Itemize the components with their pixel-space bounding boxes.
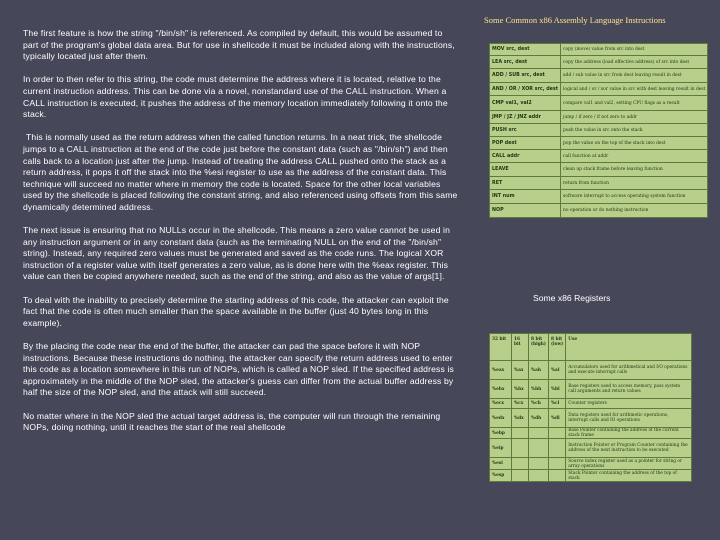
register-r16-cell: %ax [512, 361, 529, 380]
register-r8h-cell: %ah [529, 361, 549, 380]
register-r32-cell: %ebx [490, 380, 512, 399]
register-r8h-cell [529, 470, 549, 482]
register-r8l-cell [548, 470, 565, 482]
instruction-description: call function at addr [561, 150, 708, 163]
register-r32-cell: %esp [490, 470, 512, 482]
instruction-row [490, 163, 708, 177]
register-use-cell: Counter registers [566, 399, 692, 409]
header-cell: 8 bit (high) [529, 334, 549, 361]
register-row [490, 409, 692, 428]
register-row [490, 380, 692, 399]
instruction-opcode: CMP val1, val2 [490, 96, 561, 111]
instruction-description: clean up stack frame before leaving function [561, 163, 708, 177]
instruction-row [490, 83, 708, 96]
instruction-row [490, 190, 708, 204]
register-r32-cell: %ecx [490, 399, 512, 409]
instruction-opcode: ADD / SUB src, dest [490, 69, 561, 83]
instruction-description: pop the value on the top of the stack into dest [561, 137, 708, 150]
register-use-cell: Source index register used as a pointer for string or array operations [566, 458, 692, 470]
register-r32-cell: %ebp [490, 428, 512, 439]
register-use-cell: Base registers used to access memory, pass system call arguments and return values [566, 380, 692, 399]
instruction-description: jump / if zero / if not zero to addr [561, 111, 708, 124]
register-row [490, 439, 692, 458]
instruction-description: software interrupt to access operating system function [561, 190, 708, 204]
instruction-row [490, 69, 708, 83]
instruction-opcode: POP dest [490, 137, 561, 150]
instruction-description: compare val1 and val2, setting CPU flags as a result [561, 96, 708, 111]
register-row [490, 428, 692, 439]
instructions-table [489, 43, 708, 218]
paragraph: This is normally used as the return address when the called function returns. In a neat trick, the shellcode jumps to a CALL instruction at the end of the code just before the constant data (such as "/bin/sh") and then calls back to a location just after the jump. Instead of treating the address CALL pushed onto the stack as a return address, it pops it off the stack into the %esi register to use as the address of the constant data. This technique will succeed no matter where in memory the code is located. Space for the other local variables used by the shellcode is placed following the constant string, and also referenced using offsets from this same dynamically determined address. [23, 132, 458, 212]
registers-header-row [490, 334, 692, 361]
register-use-cell: Data registers used for arithmetic operations, interrupt calls and IO operations [566, 409, 692, 428]
register-r8l-cell: %al [548, 361, 565, 380]
register-r16-cell: %cx [512, 399, 529, 409]
register-row [490, 361, 692, 380]
instruction-row [490, 150, 708, 163]
registers-caption: Some x86 Registers [533, 293, 611, 303]
instruction-opcode: MOV src, dest [490, 44, 561, 56]
register-row [490, 458, 692, 470]
register-r8l-cell: %bl [548, 380, 565, 399]
register-r16-cell: %bx [512, 380, 529, 399]
instruction-opcode: PUSH src [490, 124, 561, 137]
register-r32-cell: %eip [490, 439, 512, 458]
register-use-cell: Accumulators used for arithmetical and I/O operations and execute interrupt calls [566, 361, 692, 380]
header-cell: 16 bit [512, 334, 529, 361]
register-r8l-cell [548, 458, 565, 470]
register-r16-cell [512, 458, 529, 470]
instruction-description: logical and / or / xor value in src with dest leaving result in dest [561, 83, 708, 96]
register-r16-cell [512, 439, 529, 458]
register-r8l-cell [548, 439, 565, 458]
register-use-cell: Stack Pointer containing the address of the top of stack [566, 470, 692, 482]
instruction-opcode: LEA src, dest [490, 56, 561, 69]
register-r8l-cell [548, 428, 565, 439]
instruction-description: copy the address (load effective address) of src into dest [561, 56, 708, 69]
register-r8h-cell: %ch [529, 399, 549, 409]
instruction-opcode: LEAVE [490, 163, 561, 177]
instruction-description: return from function [561, 177, 708, 190]
instruction-row [490, 44, 708, 56]
register-r8h-cell [529, 458, 549, 470]
paragraph: In order to then refer to this string, the code must determine the address where it is located, relative to the current instruction address. This can be done via a novel, nonstandard use of the CALL instruction. When a CALL instruction is executed, it pushes the address of the memory location immediately following it onto the stack. [23, 74, 448, 120]
instruction-opcode: NOP [490, 204, 561, 218]
instruction-row [490, 124, 708, 137]
register-r32-cell: %eax [490, 361, 512, 380]
register-r32-cell: %esi [490, 458, 512, 470]
register-r32-cell: %edx [490, 409, 512, 428]
instruction-description: push the value in src onto the stack [561, 124, 708, 137]
instruction-opcode: CALL addr [490, 150, 561, 163]
register-row [490, 470, 692, 482]
instruction-row [490, 177, 708, 190]
instruction-description: no operation or do nothing instruction [561, 204, 708, 218]
register-use-cell: Instruction Pointer or Program Counter containing the address of the next instruction to be executed [566, 439, 692, 458]
register-r8h-cell: %dh [529, 409, 549, 428]
header-cell: 32 bit [490, 334, 512, 361]
paragraph: To deal with the inability to precisely determine the starting address of this code, the attacker can exploit the fact that the code is often much smaller than the space available in the buffer (just 40 bytes long in this example). [23, 294, 449, 328]
register-r16-cell [512, 428, 529, 439]
register-row [490, 399, 692, 409]
header-cell: Use [566, 334, 692, 361]
instruction-row [490, 137, 708, 150]
paragraph: No matter where in the NOP sled the actual target address is, the computer will run through the remaining NOPs, doing nothing, until it reaches the start of the real shellcode [23, 410, 441, 433]
instruction-opcode: INT num [490, 190, 561, 204]
register-r8h-cell: %bh [529, 380, 549, 399]
instruction-description: copy (move) value from src into dest [561, 44, 708, 56]
instruction-opcode: AND / OR / XOR src, dest [490, 83, 561, 96]
paragraph: By the placing the code near the end of the buffer, the attacker can pad the space before it with NOP instructions. Because these instructions do nothing, the attacker can specify the return address used to enter this code as a location somewhere in this run of NOPs, which is called a NOP sled. If the specified address is approximately in the middle of the NOP sled, the attacker's guess can differ from the actual buffer address by half the size of the NOP sled, and the attack will still succeed. [23, 341, 454, 398]
instruction-opcode: RET [490, 177, 561, 190]
register-r8h-cell [529, 428, 549, 439]
registers-table [489, 333, 692, 482]
instruction-row [490, 56, 708, 69]
instruction-opcode: JMP / JZ / JNZ addr [490, 111, 561, 124]
instructions-title: Some Common x86 Assembly Language Instructions [484, 15, 666, 25]
instruction-row [490, 111, 708, 124]
register-r16-cell: %dx [512, 409, 529, 428]
instruction-row [490, 204, 708, 218]
register-r8h-cell [529, 439, 549, 458]
register-r8l-cell: %cl [548, 399, 565, 409]
header-cell: 8 bit (low) [548, 334, 565, 361]
register-r8l-cell: %dl [548, 409, 565, 428]
paragraph: The next issue is ensuring that no NULLs occur in the shellcode. This means a zero value cannot be used in any instruction argument or in any constant data (such as the terminating NULL on the end of the "/bin/sh" string). Instead, any required zero values must be generated and saved as the code runs. The logical XOR instruction of a register value with itself generates a zero value, as is done here with the %eax register. This value can then be copied anywhere needed, such as the end of the string, and also as the value of args[1]. [23, 225, 451, 282]
paragraph: The first feature is how the string "/bin/sh" is referenced. As compiled by default, this would be assumed to part of the program's global data area. But for use in shellcode it must be included along with the instructions, typically located just after them. [23, 28, 455, 62]
register-use-cell: Base Pointer containing the address of the current stack frame [566, 428, 692, 439]
instruction-description: add / sub value in src from dest leaving result in dest [561, 69, 708, 83]
body-text [23, 28, 459, 445]
instruction-row [490, 96, 708, 111]
register-r16-cell [512, 470, 529, 482]
